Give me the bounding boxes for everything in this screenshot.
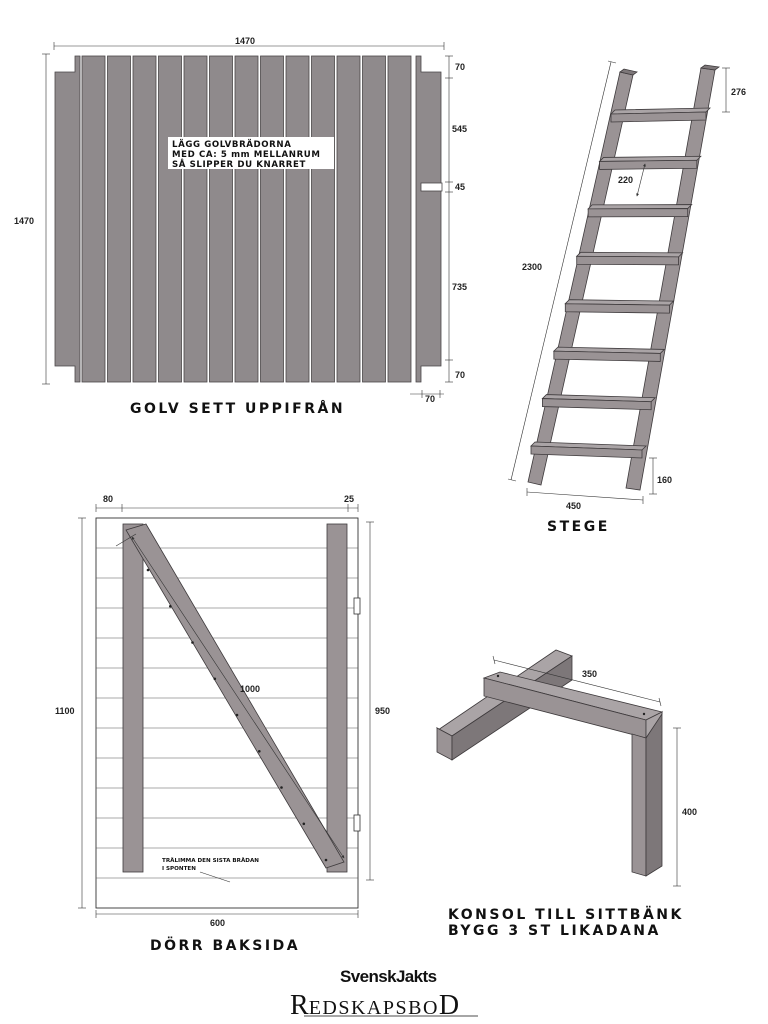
floor-board [108, 56, 131, 382]
bracket-title-line-1: KONSOL TILL SITTBÄNK [448, 907, 684, 923]
floor-note-line-3: SÅ SLIPPER DU KNARRET [172, 160, 306, 170]
floor-board [337, 56, 360, 382]
floor-height-label: 1470 [14, 216, 35, 226]
door-width-dim: 600 [210, 918, 226, 928]
floor-side-dim-3: 45 [455, 182, 466, 192]
door-screw [258, 750, 261, 753]
door-screw [325, 859, 328, 862]
door-diagonal-dim: 1000 [240, 684, 261, 694]
floor-board [388, 56, 411, 382]
door-right-batten [327, 524, 347, 872]
floor-side-dim-2: 545 [452, 124, 468, 134]
door-title: DÖRR BAKSIDA [150, 938, 301, 954]
floor-board [159, 56, 182, 382]
door-height-dim: 1100 [55, 706, 75, 716]
door-screw [191, 641, 194, 644]
door-right-dim: 25 [344, 494, 355, 504]
door-lower-hinge [354, 815, 360, 831]
floor-title: GOLV SETT UPPIFRÅN [130, 401, 346, 417]
brand-redskapsbod: REDSKAPSBOD [290, 990, 460, 1021]
door-screw [303, 823, 306, 826]
door-screw [147, 569, 150, 572]
brand-svenskjakts: SvenskJakts [340, 967, 437, 986]
ladder-top-dim: 276 [731, 87, 747, 97]
ladder-width-dim: 450 [566, 501, 582, 511]
floor-board-edge-left [55, 56, 80, 382]
floor-board [82, 56, 105, 382]
door-inner-dim: 950 [375, 706, 391, 716]
ladder-left-rail [528, 72, 633, 485]
ladder-drawing [508, 61, 746, 535]
floor-bottom-dim: 70 [425, 394, 436, 404]
door-drawing [55, 494, 390, 954]
door-screw [214, 678, 217, 681]
branding [290, 967, 478, 1021]
floor-board [363, 56, 386, 382]
floor-board [184, 56, 207, 382]
door-note-line-1: TRÄLIMMA DEN SISTA BRÄDAN [162, 858, 259, 864]
bracket-height-dim: 400 [682, 807, 698, 817]
ladder-right-rail [626, 68, 715, 490]
bracket-title-line-2: BYGG 3 ST LIKADANA [448, 923, 661, 939]
door-upper-hinge [354, 598, 360, 614]
bracket-drawing [437, 650, 697, 939]
floor-drawing [14, 36, 467, 417]
floor-boards [55, 56, 442, 382]
floor-side-dim-5: 70 [455, 370, 466, 380]
floor-board [235, 56, 258, 382]
floor-board [133, 56, 156, 382]
floor-note-line-1: LÄGG GOLVBRÄDORNA [172, 140, 292, 150]
ladder-length-label: 2300 [522, 262, 543, 272]
ladder-step-dim: 220 [618, 175, 634, 185]
door-left-dim: 80 [103, 494, 114, 504]
bracket-leg [632, 734, 646, 876]
floor-board [312, 56, 335, 382]
door-note-line-2: I SPONTEN [162, 866, 196, 872]
floor-side-dim-4: 735 [452, 282, 468, 292]
floor-board-edge-right [416, 56, 441, 382]
floor-board [210, 56, 233, 382]
ladder-bottom-dim: 160 [657, 475, 673, 485]
door-screw [169, 605, 172, 608]
door-left-batten [123, 524, 143, 872]
floor-note [168, 137, 334, 170]
bracket-top-dim: 350 [582, 669, 598, 679]
floor-note-line-2: MED CA: 5 mm MELLANRUM [172, 150, 321, 160]
floor-side-dim-1: 70 [455, 62, 466, 72]
floor-board [261, 56, 284, 382]
floor-width-label: 1470 [235, 36, 256, 46]
door-screw [280, 786, 283, 789]
ladder-title: STEGE [547, 519, 610, 535]
door-screw [236, 714, 239, 717]
floor-board [286, 56, 309, 382]
